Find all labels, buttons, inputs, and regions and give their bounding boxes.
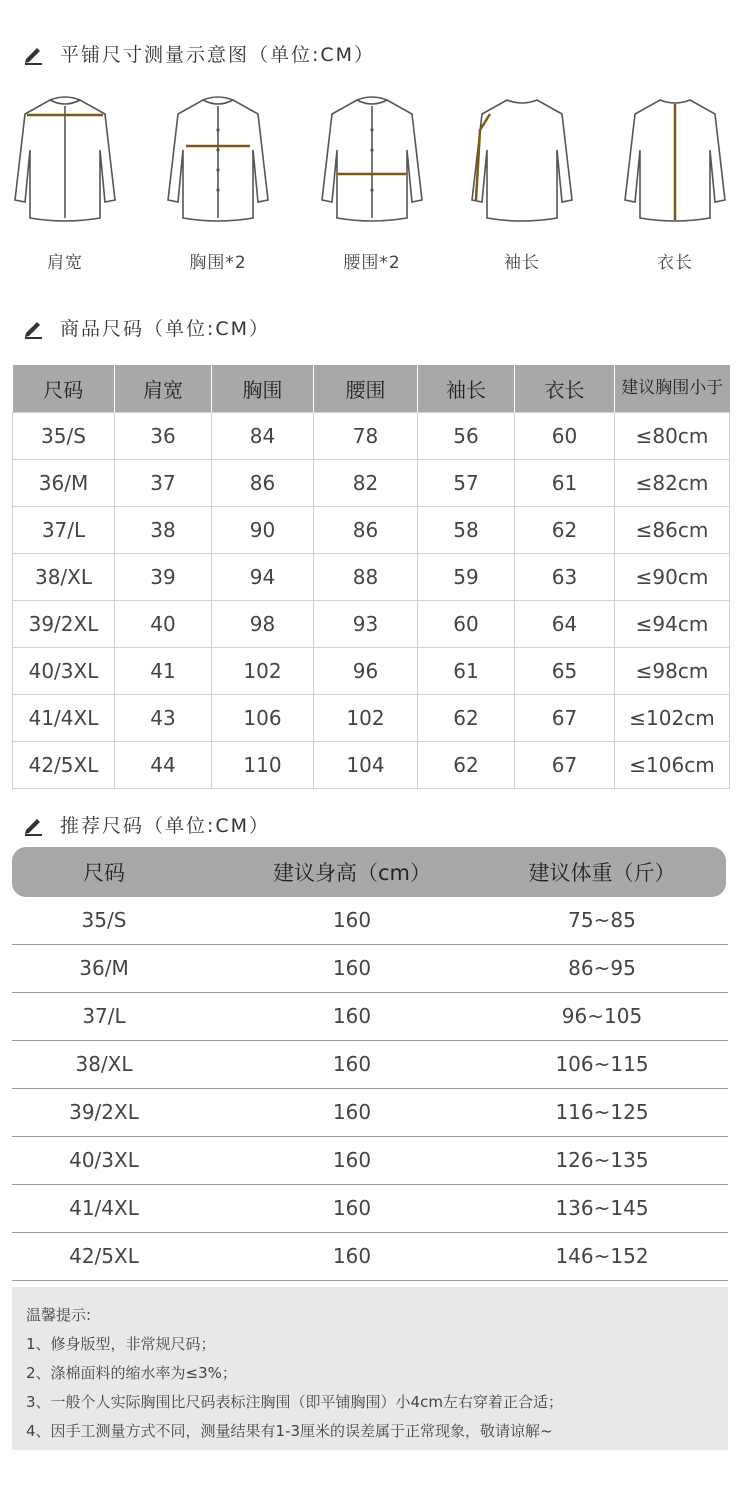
tip-line: 1、修身版型，非常规尺码； — [26, 1335, 216, 1353]
table-cell: 62 — [418, 695, 515, 742]
flat-measure-title-text: 平铺尺寸测量示意图（单位:CM） — [60, 43, 376, 66]
diagram-row — [0, 90, 742, 280]
header-cell: 建议身高（cm） — [272, 861, 431, 885]
tip-line: 2、涤棉面料的缩水率为≤3%； — [26, 1364, 237, 1382]
table-row — [13, 507, 730, 554]
header-cell: 尺码 — [13, 365, 115, 413]
shirt-front-shoulder-icon — [5, 90, 125, 230]
table-cell: 82 — [314, 460, 418, 507]
table-cell: 61 — [418, 648, 515, 695]
table-cell: 63 — [515, 554, 615, 601]
table-cell: 104 — [314, 742, 418, 789]
table-row — [12, 1185, 728, 1233]
table-cell: 56 — [418, 413, 515, 460]
table-cell: 60 — [515, 413, 615, 460]
table-cell: ≤82cm — [615, 460, 730, 507]
table-cell: 75~85 — [568, 908, 636, 932]
table-row — [13, 413, 730, 460]
header-cell: 肩宽 — [115, 365, 212, 413]
table-row — [12, 1041, 728, 1089]
table-cell: 136~145 — [555, 1196, 649, 1220]
recommend-title-text: 推荐尺码（单位:CM） — [60, 814, 271, 837]
table-row — [13, 695, 730, 742]
diagram-label: 腰围*2 — [343, 253, 401, 273]
table-cell: 160 — [332, 1100, 372, 1124]
shirt-front-waist-icon — [312, 90, 432, 230]
header-cell: 尺码 — [83, 861, 125, 885]
shirt-back-length-icon — [615, 90, 735, 230]
table-cell: 86~95 — [568, 956, 636, 980]
tips-box — [12, 1287, 728, 1450]
table-cell: 44 — [115, 742, 212, 789]
table-cell: 160 — [332, 1244, 372, 1268]
table-cell: 60 — [418, 601, 515, 648]
table-cell: 40 — [115, 601, 212, 648]
table-cell: 36/M — [13, 460, 115, 507]
table-cell: 146~152 — [555, 1244, 649, 1268]
table-cell: 42/5XL — [13, 742, 115, 789]
table-cell: 93 — [314, 601, 418, 648]
table-cell: 126~135 — [555, 1148, 649, 1172]
table-cell: 64 — [515, 601, 615, 648]
diagram-label: 衣长 — [657, 253, 693, 273]
table-cell: 98 — [212, 601, 314, 648]
table-cell: 38 — [115, 507, 212, 554]
tip-line: 3、一般个人实际胸围比尺码表标注胸围（即平铺胸围）小4cm左右穿着正合适； — [26, 1393, 563, 1411]
table-cell: 67 — [515, 742, 615, 789]
header-cell: 建议体重（斤） — [528, 861, 676, 885]
table-row — [13, 460, 730, 507]
pencil-icon — [22, 315, 46, 339]
tips-title: 温馨提示: — [26, 1306, 92, 1324]
table-cell: 110 — [212, 742, 314, 789]
header-cell: 袖长 — [418, 365, 515, 413]
size-table — [12, 365, 730, 789]
table-cell: ≤102cm — [615, 695, 730, 742]
table-cell: 102 — [314, 695, 418, 742]
recommend-title — [22, 809, 270, 839]
table-cell: 90 — [212, 507, 314, 554]
table-cell: ≤106cm — [615, 742, 730, 789]
table-cell: 160 — [332, 1052, 372, 1076]
table-cell: ≤86cm — [615, 507, 730, 554]
table-cell: 78 — [314, 413, 418, 460]
table-cell: 57 — [418, 460, 515, 507]
table-row — [13, 742, 730, 789]
pencil-icon — [22, 41, 46, 65]
table-cell: 84 — [212, 413, 314, 460]
table-cell: 86 — [314, 507, 418, 554]
table-cell: 39/2XL — [13, 601, 115, 648]
diagram-length — [610, 90, 740, 273]
table-cell: 36 — [115, 413, 212, 460]
table-cell: 61 — [515, 460, 615, 507]
diagram-sleeve — [457, 90, 587, 273]
table-cell: 35/S — [81, 908, 127, 932]
table-cell: 41/4XL — [13, 695, 115, 742]
size-table-title-text: 商品尺码（单位:CM） — [60, 317, 271, 340]
table-cell: ≤80cm — [615, 413, 730, 460]
table-cell: 160 — [332, 1004, 372, 1028]
table-row — [12, 1137, 728, 1185]
table-cell: 37 — [115, 460, 212, 507]
size-table-header — [13, 365, 730, 413]
diagram-shoulder — [0, 90, 130, 273]
header-cell: 建议胸围小于 — [615, 365, 730, 413]
diagram-label: 肩宽 — [47, 253, 83, 273]
table-cell: 42/5XL — [69, 1244, 139, 1268]
table-cell: 94 — [212, 554, 314, 601]
size-table-title — [22, 312, 270, 342]
table-cell: 65 — [515, 648, 615, 695]
table-cell: 106~115 — [555, 1052, 649, 1076]
table-cell: 58 — [418, 507, 515, 554]
table-cell: 40/3XL — [13, 648, 115, 695]
table-cell: 39/2XL — [69, 1100, 139, 1124]
table-cell: 62 — [515, 507, 615, 554]
table-cell: 86 — [212, 460, 314, 507]
flat-measure-title — [22, 38, 375, 68]
table-cell: 160 — [332, 1196, 372, 1220]
table-cell: ≤94cm — [615, 601, 730, 648]
table-row — [12, 1233, 728, 1281]
table-row — [13, 554, 730, 601]
table-cell: 37/L — [13, 507, 115, 554]
header-cell: 腰围 — [314, 365, 418, 413]
shirt-front-chest-icon — [158, 90, 278, 230]
table-row — [12, 993, 728, 1041]
table-cell: 43 — [115, 695, 212, 742]
table-cell: 38/XL — [75, 1052, 133, 1076]
diagram-label: 胸围*2 — [189, 253, 247, 273]
pencil-icon — [22, 812, 46, 836]
table-cell: 59 — [418, 554, 515, 601]
diagram-waist — [307, 90, 437, 273]
header-cell: 胸围 — [212, 365, 314, 413]
table-cell: 106 — [212, 695, 314, 742]
table-cell: 88 — [314, 554, 418, 601]
table-cell: 67 — [515, 695, 615, 742]
table-row — [12, 945, 728, 993]
table-cell: 96 — [314, 648, 418, 695]
recommend-table-body — [12, 897, 728, 1281]
table-cell: 62 — [418, 742, 515, 789]
shirt-back-sleeve-icon — [462, 90, 582, 230]
diagram-chest — [153, 90, 283, 273]
table-cell: 39 — [115, 554, 212, 601]
table-cell: ≤98cm — [615, 648, 730, 695]
table-row — [12, 1089, 728, 1137]
table-cell: ≤90cm — [615, 554, 730, 601]
table-cell: 160 — [332, 1148, 372, 1172]
table-cell: 102 — [212, 648, 314, 695]
table-cell: 37/L — [82, 1004, 126, 1028]
table-cell: 160 — [332, 956, 372, 980]
table-cell: 41/4XL — [69, 1196, 139, 1220]
table-cell: 160 — [332, 908, 372, 932]
header-cell: 衣长 — [515, 365, 615, 413]
table-cell: 116~125 — [555, 1100, 649, 1124]
table-row — [13, 601, 730, 648]
table-cell: 40/3XL — [69, 1148, 139, 1172]
diagram-label: 袖长 — [504, 253, 540, 273]
table-row — [12, 897, 728, 945]
recommend-table-header — [12, 847, 726, 897]
table-cell: 96~105 — [561, 1004, 643, 1028]
table-cell: 38/XL — [13, 554, 115, 601]
table-cell: 35/S — [13, 413, 115, 460]
table-row — [13, 648, 730, 695]
table-cell: 41 — [115, 648, 212, 695]
table-cell: 36/M — [79, 956, 129, 980]
tip-line: 4、因手工测量方式不同，测量结果有1-3厘米的误差属于正常现象，敬请谅解~ — [26, 1422, 553, 1440]
